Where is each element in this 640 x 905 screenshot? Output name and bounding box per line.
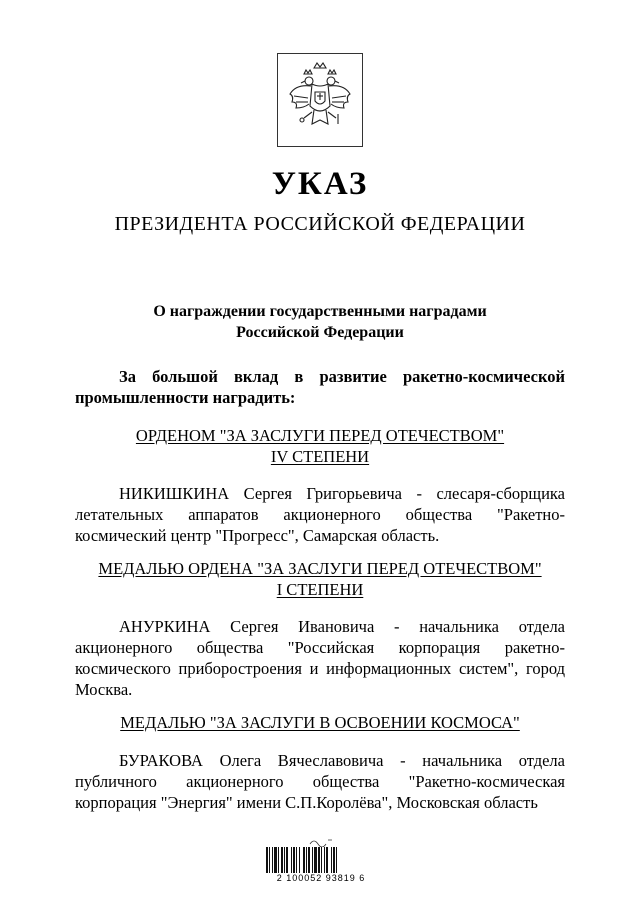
award-title — [0, 425, 640, 467]
decree-intro: За большой вклад в развитие ракетно-космической промышленности наградить: — [75, 367, 565, 407]
decree-title-line: О награждении государственными наградами — [153, 303, 487, 320]
award-degree: I СТЕПЕНИ — [276, 580, 364, 599]
barcode-number: 2 100052 93819 6 — [276, 873, 366, 883]
award-recipient: НИКИШКИНА Сергея Григорьевича - слесаря-сборщика летательных аппаратов акционерного общества "Ракетно-космический центр "Прогресс", Самарская область. — [75, 484, 565, 545]
award-recipient: БУРАКОВА Олега Вячеславовича - начальника отдела публичного акционерного общества "Ракетно-космическая корпорация "Энергия" имени С.П.Королёва", Московская область — [75, 751, 565, 812]
award-recipient: АНУРКИНА Сергея Ивановича - начальника отдела акционерного общества "Российская корпорация ракетно-космического приборостроения и информационных систем", город Москва. — [75, 617, 565, 699]
decree-heading: УКАЗ — [271, 166, 369, 202]
award-degree: IV СТЕПЕНИ — [270, 447, 370, 466]
barcode-icon — [264, 847, 376, 875]
coat-of-arms-emblem — [277, 53, 363, 147]
document-mark — [296, 837, 344, 847]
russian-coat-of-arms-icon — [278, 54, 362, 146]
decree-title-line: Российской Федерации — [236, 324, 404, 341]
award-title — [0, 712, 640, 733]
award-name: МЕДАЛЬЮ ОРДЕНА "ЗА ЗАСЛУГИ ПЕРЕД ОТЕЧЕСТВОМ" — [98, 559, 542, 578]
award-title — [0, 558, 640, 600]
decree-issuer: ПРЕЗИДЕНТА РОССИЙСКОЙ ФЕДЕРАЦИИ — [114, 213, 526, 235]
award-name: МЕДАЛЬЮ "ЗА ЗАСЛУГИ В ОСВОЕНИИ КОСМОСА" — [120, 713, 520, 732]
decree-title — [0, 301, 640, 343]
award-name: ОРДЕНОМ "ЗА ЗАСЛУГИ ПЕРЕД ОТЕЧЕСТВОМ" — [135, 426, 505, 445]
